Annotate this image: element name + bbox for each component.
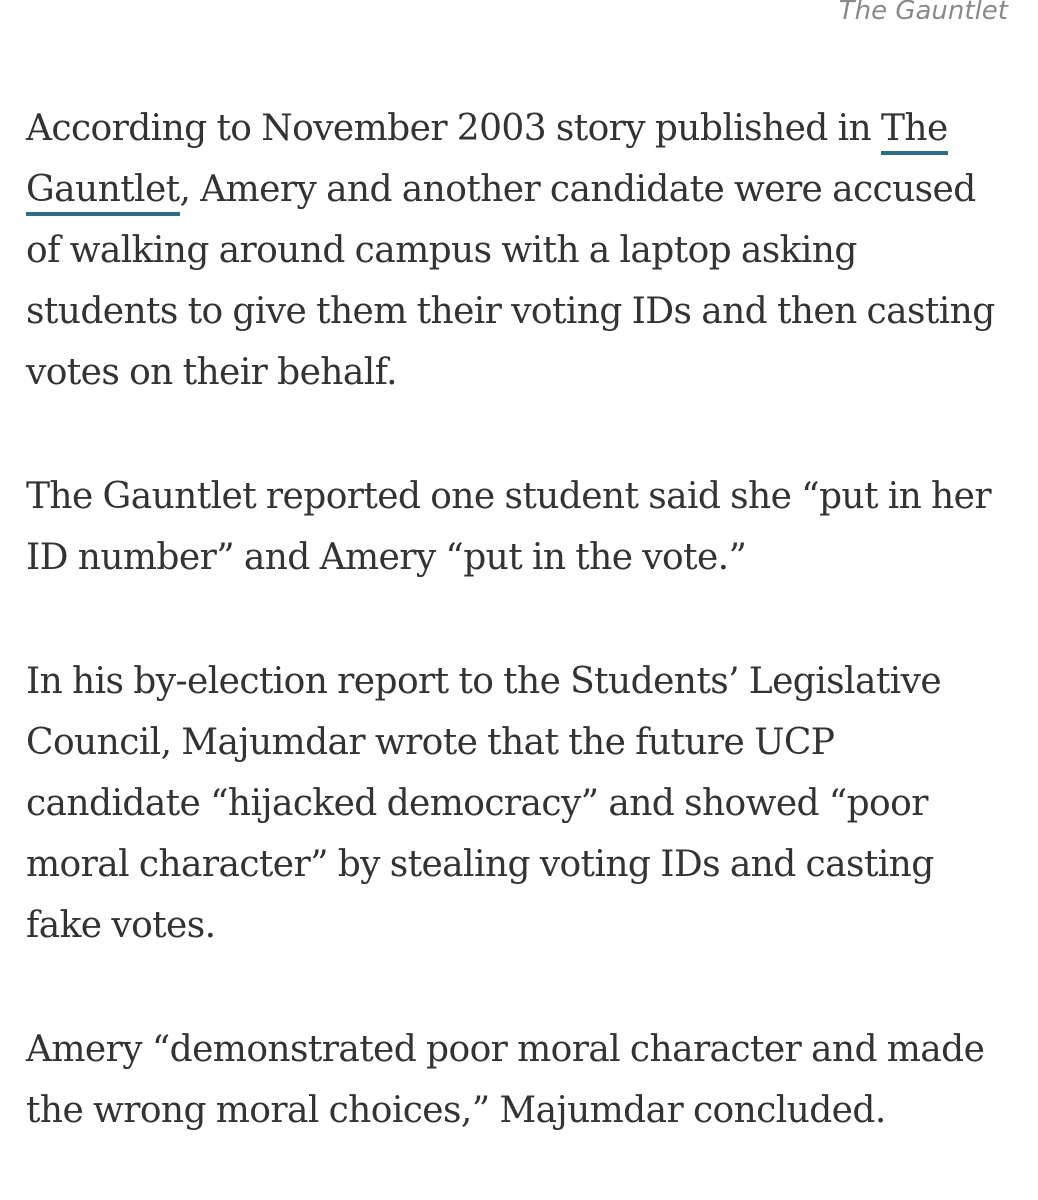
paragraph-1-text-end: , Amery and another candidate were accused of walking around campus with a laptop asking students to give them their voting IDs and then casting votes on their behalf. [26, 169, 995, 393]
paragraph-4: Amery “demonstrated poor moral character and made the wrong moral choices,” Majumdar concluded. [26, 1029, 985, 1131]
photo-credit: The Gauntlet [838, 0, 1008, 26]
paragraph-2: The Gauntlet reported one student said she “put in her ID number” and Amery “put in the vote.” [26, 476, 991, 578]
paragraph-3: In his by-election report to the Students’ Legislative Council, Majumdar wrote that the future UCP candidate “hijacked democracy” and showed “poor moral character” by stealing voting IDs and casting fake votes. [26, 661, 942, 946]
article-body [26, 98, 1018, 1141]
paragraph-1 [26, 98, 1018, 403]
paragraph-1-text-start: According to November 2003 story published in [26, 108, 881, 149]
the-gauntlet-link[interactable]: The Gauntlet [26, 108, 948, 216]
